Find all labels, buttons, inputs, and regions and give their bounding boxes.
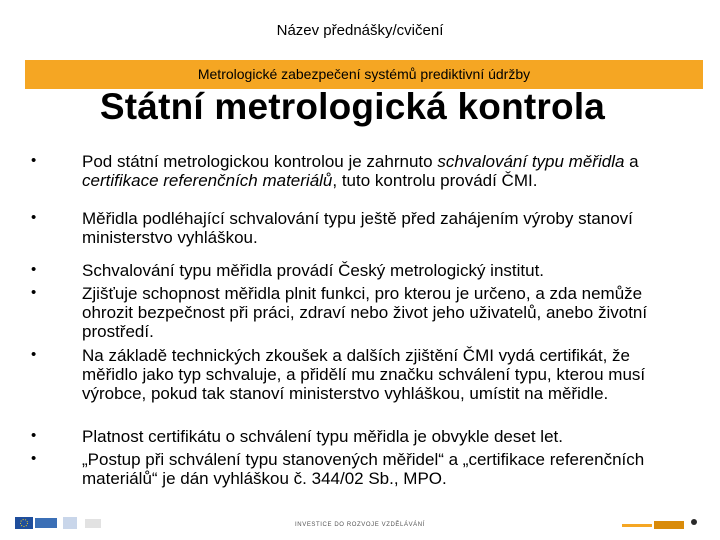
bullet-text: Platnost certifikátu o schválení typu měřidla je obvykle deset let. [82,427,563,446]
bullet-text: Na základě technických zkoušek a dalších zjištění ČMI vydá certifikát, že měřidlo jako typ schvaluje, a přidělí mu značku schválení typu, kterou musí výrobce, pokud tak stanoví ministerstvo vyhláškou, umístit na měřidle. [82,346,646,403]
bullet-text: Schvalování typu měřidla provádí Český metrologický institut. [82,261,545,280]
brand-logo [620,518,700,532]
lecture-title: Název přednášky/cvičení [276,22,444,39]
course-banner: Metrologické zabezpečení systémů prediktivní údržby [25,60,703,89]
bullet-text: Pod státní metrologickou kontrolou je zahrnuto schvalování typu měřidla a certifikace referenčních materiálů, tuto kontrolu provádí ČMI. [82,152,639,190]
bullet-icon: • [31,209,37,226]
bullet-icon: • [31,152,37,169]
bullet-icon: • [31,284,37,301]
footer-slogan: INVESTICE DO ROZVOJE VZDĚLÁVÁNÍ [295,522,425,528]
bullet-text: Zjišťuje schopnost měřidla plnit funkci, pro kterou je určeno, a zda nemůže ohrozit bezpečnost při práci, zdraví nebo život jeho uživatelů, anebo životní prostředí. [82,284,648,341]
bullet-icon: • [31,427,37,444]
bullet-icon: • [31,346,37,363]
bullet-icon: • [31,450,37,467]
slide-title: Státní metrologická kontrola [99,86,606,127]
emphasis-text: certifikace referenčních materiálů [82,171,333,190]
bullet-text: Měřidla podléhající schvalování typu ještě před zahájením výroby stanoví ministerstvo vyhláškou. [82,209,633,247]
bullet-text: „Postup při schválení typu stanovených měřidel“ a „certifikace referenčních materiálů“ je dán vyhláškou č. 344/02 Sb., MPO. [82,450,645,488]
emphasis-text: schvalování typu měřidla [437,152,625,171]
bullet-icon: • [31,261,37,278]
